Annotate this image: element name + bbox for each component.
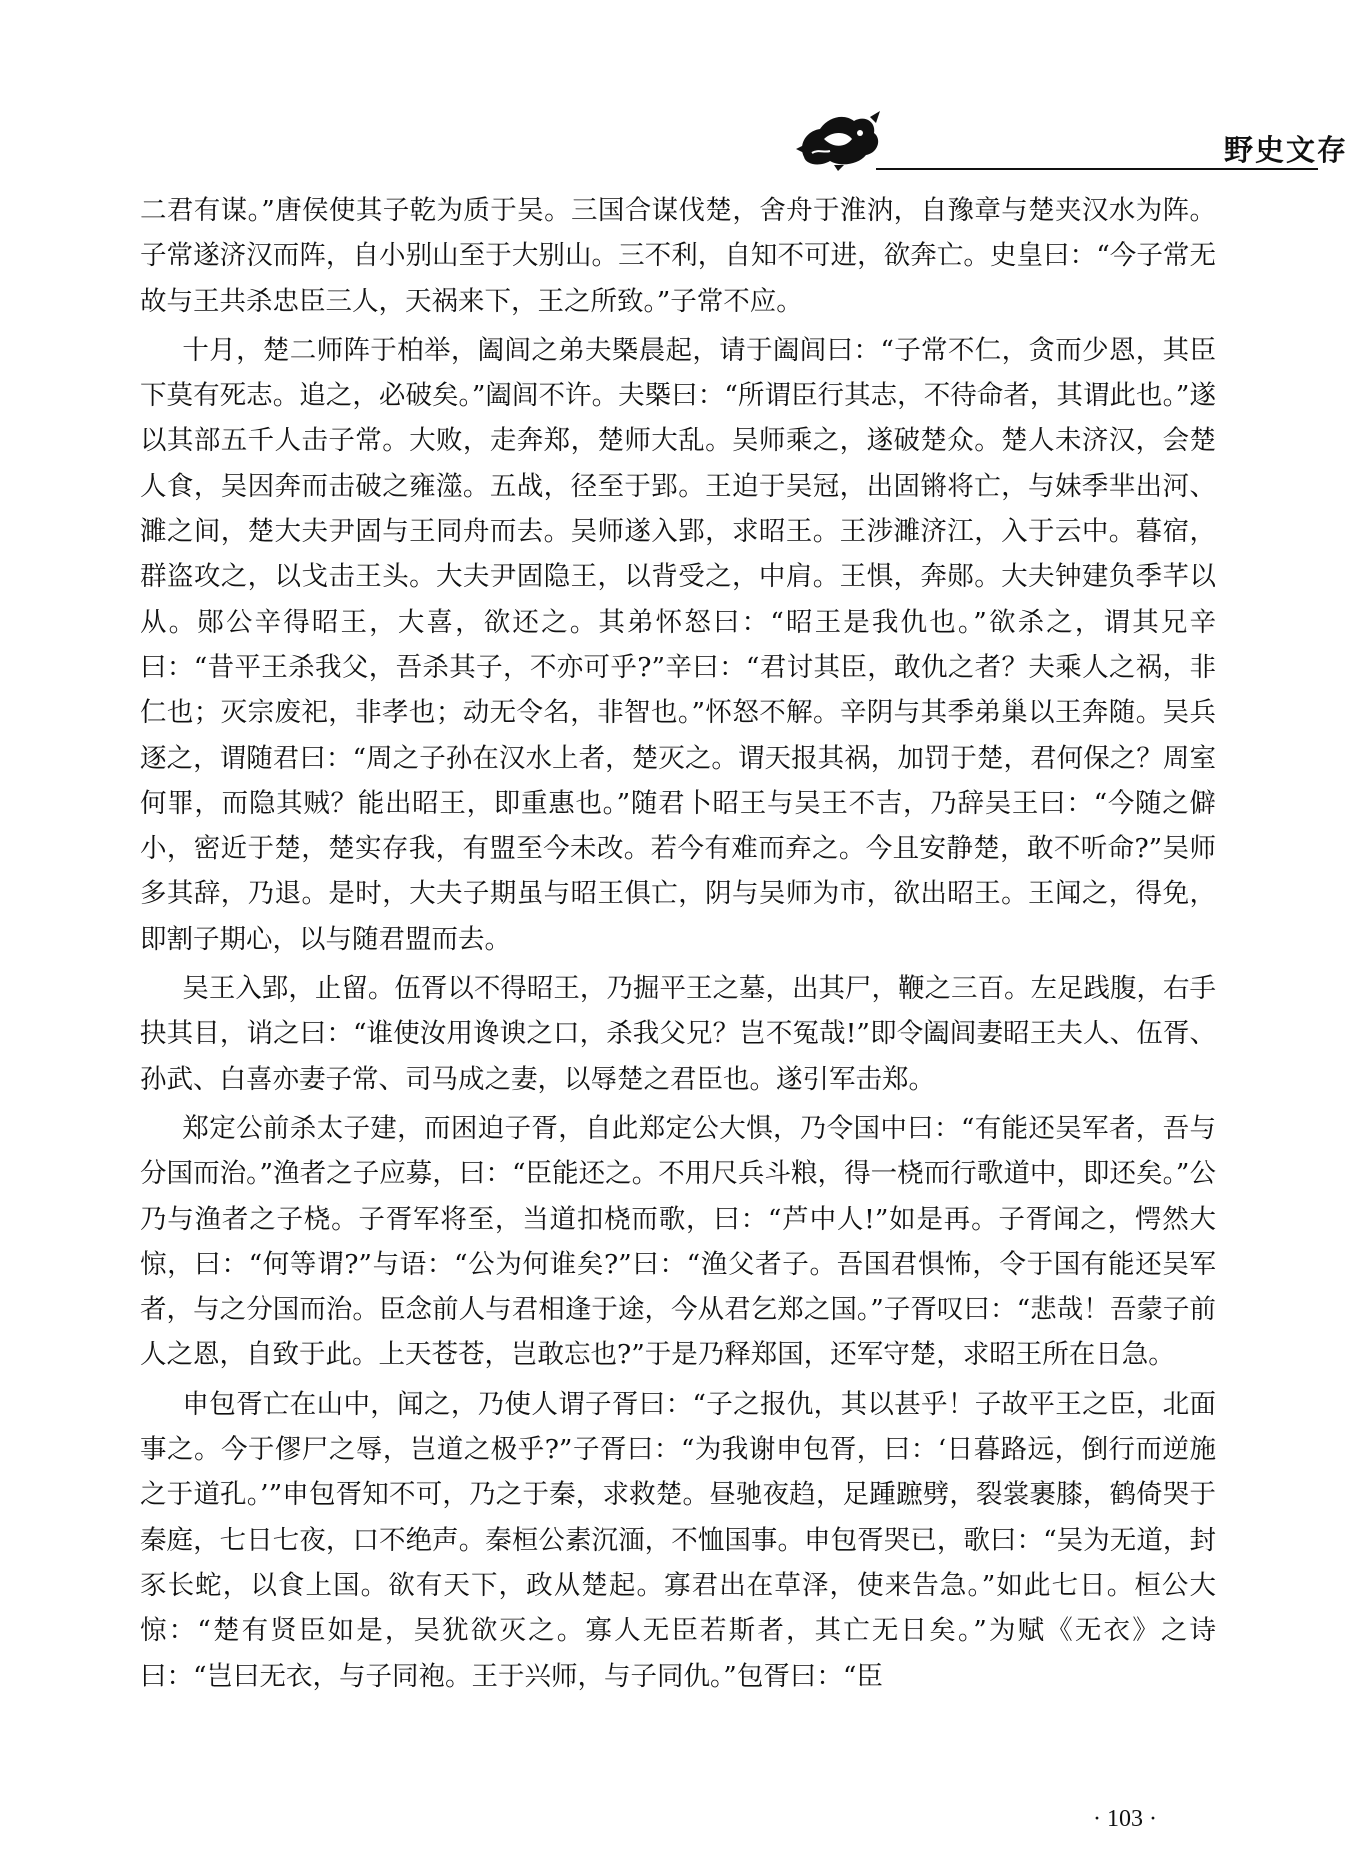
- paragraph: 吴王入郢，止留。伍胥以不得昭王，乃掘平王之墓，出其尸，鞭之三百。左足践腹，右手抉其目，诮之曰：“谁使汝用谗谀之口，杀我父兄？岂不冤哉!”即令阖闾妻昭王夫人、伍胥、孙武、白喜亦妻子常、司马成之妻，以辱楚之君臣也。遂引军击郑。: [140, 973, 1216, 1095]
- paragraph: 郑定公前杀太子建，而困迫子胥，自此郑定公大惧，乃令国中曰：“有能还吴军者，吾与分国而治。”渔者之子应募，曰：“臣能还之。不用尺兵斗粮，得一桡而行歌道中，即还矣。”公乃与渔者之子桡。子胥军将至，当道扣桡而歌，曰：“芦中人!”如是再。子胥闻之，愕然大惊，曰：“何等谓?”与语：“公为何谁矣?”曰：“渔父者子。吾国君惧怖，令于国有能还吴军者，与之分国而治。臣念前人与君相逢于途，今从君乞郑之国。”子胥叹曰：“悲哉！吾蒙子前人之恩，自致于此。上天苍苍，岂敢忘也?”于是乃释郑国，还军守楚，求昭王所在日急。: [140, 1112, 1216, 1371]
- body-text: [140, 188, 1216, 1699]
- paragraph: 申包胥亡在山中，闻之，乃使人谓子胥曰：“子之报仇，其以甚乎！子故平王之臣，北面事之。今于僇尸之辱，岂道之极乎?”子胥曰：“为我谢申包胥，曰：‘日暮路远，倒行而逆施之于道孔。’”申包胥知不可，乃之于秦，求救楚。昼驰夜趋，足踵蹠劈，裂裳裹膝，鹤倚哭于秦庭，七日七夜，口不绝声。秦桓公素沉湎，不恤国事。申包胥哭已，歌曰：“吴为无道，封豕长蛇，以食上国。欲有天下，政从楚起。寡君出在草泽，使来告急。”如此七日。桓公大惊：“楚有贤臣如是，吴犹欲灭之。寡人无臣若斯者，其亡无日矣。”为赋《无衣》之诗曰：“岂曰无衣，与子同袍。王于兴师，与子同仇。”包胥曰：“臣: [140, 1388, 1216, 1692]
- book-title: 野史文存: [1224, 133, 1348, 167]
- page-number: · 103 ·: [1093, 1806, 1157, 1832]
- dragon-ornament-icon: [794, 109, 882, 171]
- running-header: [136, 105, 1348, 171]
- paragraph: 十月，楚二师阵于柏举，阖闾之弟夫槩晨起，请于阖闾曰：“子常不仁，贪而少恩，其臣下莫有死志。追之，必破矣。”阖闾不许。夫槩曰：“所谓臣行其志，不待命者，其谓此也。”遂以其部五千人击子常。大败，走奔郑，楚师大乱。吴师乘之，遂破楚众。楚人未济汉，会楚人食，吴因奔而击破之雍澨。五战，径至于郢。王迫于吴冠，出固锵将亡，与妹季芈出河、濉之间，楚大夫尹固与王同舟而去。吴师遂入郢，求昭王。王涉濉济江，入于云中。暮宿，群盗攻之，以戈击王头。大夫尹固隐王，以背受之，中肩。王惧，奔郧。大夫钟建负季芊以从。郧公辛得昭王，大喜，欲还之。其弟怀怒曰：“昭王是我仇也。”欲杀之，谓其兄辛曰：“昔平王杀我父，吾杀其子，不亦可乎?”辛曰：“君讨其臣，敢仇之者？夫乘人之祸，非仁也；灭宗废祀，非孝也；动无令名，非智也。”怀怒不解。辛阴与其季弟巢以王奔随。吴兵逐之，谓随君曰：“周之子孙在汉水上者，楚灭之。谓天报其祸，加罚于楚，君何保之？周室何罪，而隐其贼？能出昭王，即重惠也。”随君卜昭王与吴王不吉，乃辞吴王曰：“今随之僻小，密近于楚，楚实存我，有盟至今未改。若今有难而弃之。今且安静楚，敢不听命?”吴师多其辞，乃退。是时，大夫子期虽与昭王俱亡，阴与吴师为市，欲出昭王。王闻之，得免，即割子期心，以与随君盟而去。: [140, 334, 1216, 955]
- paragraph: 二君有谋。”唐侯使其子乾为质于吴。三国合谋伐楚，舍舟于淮汭，自豫章与楚夹汉水为阵。子常遂济汉而阵，自小别山至于大别山。三不利，自知不可进，欲奔亡。史皇曰：“今子常无故与王共杀忠臣三人，天祸来下，王之所致。”子常不应。: [140, 195, 1216, 317]
